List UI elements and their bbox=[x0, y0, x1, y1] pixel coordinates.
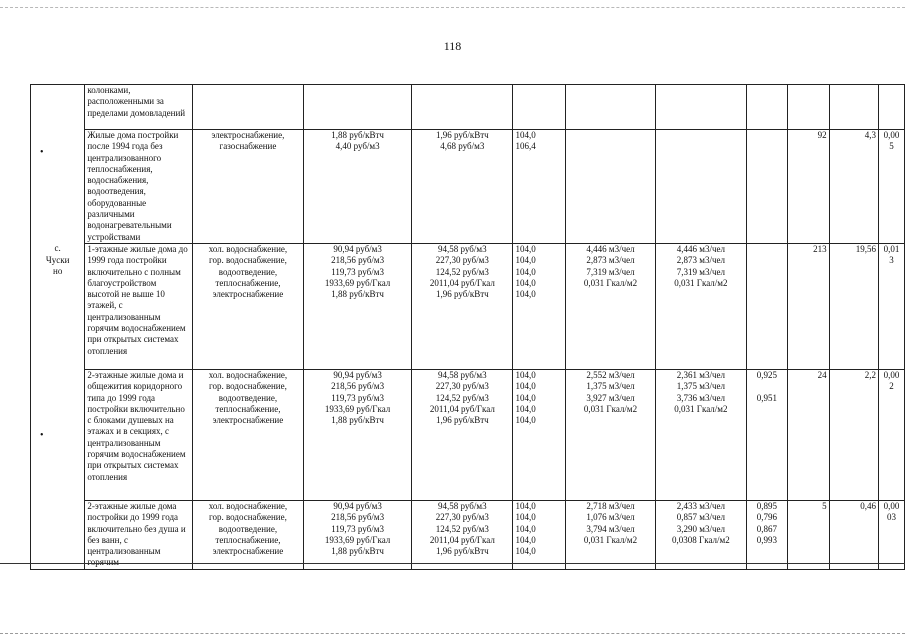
services-cell: хол. водоснабжение, гор. водоснабжение, водоотведение, теплоснабжение, электроснабжение bbox=[192, 500, 303, 569]
index-cell bbox=[513, 85, 565, 130]
area-cell: 19,56 bbox=[829, 243, 878, 369]
coefficient-cell: 0,925 0,951 bbox=[746, 369, 788, 500]
count-cell bbox=[788, 85, 829, 130]
count-cell: 24 bbox=[788, 369, 829, 500]
description-cell: колонками, расположенными за пределами домовладений bbox=[85, 85, 193, 130]
norm-current-cell bbox=[565, 130, 655, 244]
table-row bbox=[31, 369, 905, 500]
tariff-new-cell: 94,58 руб/м3 227,30 руб/м3 124,52 руб/м3 2011,04 руб/Гкал 1,96 руб/кВтч bbox=[412, 369, 513, 500]
area-cell: 4,3 bbox=[829, 130, 878, 244]
index-cell: 104,0 106,4 bbox=[513, 130, 565, 244]
index-cell: 104,0 104,0 104,0 104,0 104,0 bbox=[513, 500, 565, 569]
norm-current-cell: 2,718 м3/чел 1,076 м3/чел 3,794 м3/чел 0,031 Гкал/м2 bbox=[565, 500, 655, 569]
share-cell: 0,00 2 bbox=[879, 369, 905, 500]
settlement-cell: с. Чуски но bbox=[31, 243, 85, 369]
table-row bbox=[31, 243, 905, 369]
index-cell: 104,0 104,0 104,0 104,0 104,0 bbox=[513, 369, 565, 500]
tariff-current-cell: 90,94 руб/м3 218,56 руб/м3 119,73 руб/м3 1933,69 руб/Гкал 1,88 руб/кВтч bbox=[304, 369, 412, 500]
area-cell: 0,46 bbox=[829, 500, 878, 569]
services-cell: хол. водоснабжение, гор. водоснабжение, водоотведение, теплоснабжение, электроснабжение bbox=[192, 243, 303, 369]
coefficient-cell bbox=[746, 130, 788, 244]
table-row bbox=[31, 500, 905, 569]
description-cell: 2-этажные жилые дома и общежития коридорного типа до 1999 года постройки включительно с блоками душевых на этажах и в секциях, с централизованным горячим водоснабжением при открытых системах отопления bbox=[85, 369, 193, 500]
description-cell: 2-этажные жилые дома постройки до 1999 года включительно без душа и без ванн, с централизованным горячим bbox=[85, 500, 193, 569]
share-cell bbox=[879, 85, 905, 130]
norm-new-cell bbox=[656, 85, 746, 130]
coefficient-cell: 0,895 0,796 0,867 0,993 bbox=[746, 500, 788, 569]
norm-new-cell bbox=[656, 130, 746, 244]
services-cell: хол. водоснабжение, гор. водоснабжение, водоотведение, теплоснабжение, электроснабжение bbox=[192, 369, 303, 500]
norm-current-cell: 4,446 м3/чел 2,873 м3/чел 7,319 м3/чел 0,031 Гкал/м2 bbox=[565, 243, 655, 369]
tariff-current-cell bbox=[304, 85, 412, 130]
share-cell: 0,00 5 bbox=[879, 130, 905, 244]
scan-bottom-edge bbox=[0, 633, 905, 634]
norm-current-cell bbox=[565, 85, 655, 130]
coefficient-cell bbox=[746, 243, 788, 369]
coefficient-cell bbox=[746, 85, 788, 130]
page-number: 118 bbox=[443, 39, 462, 53]
description-cell: 1-этажные жилые дома до 1999 года постройки включительно с полным благоустройством высотой не выше 10 этажей, с централизованным горячим водоснабжением при открытых системах отопления bbox=[85, 243, 193, 369]
tariff-new-cell: 94,58 руб/м3 227,30 руб/м3 124,52 руб/м3 2011,04 руб/Гкал 1,96 руб/кВтч bbox=[412, 243, 513, 369]
description-cell: Жилые дома постройки после 1994 года без централизованного теплоснабжения, водоснабжения, водоотведения, оборудованные различными водонагревательными устройствами bbox=[85, 130, 193, 244]
norm-current-cell: 2,552 м3/чел 1,375 м3/чел 3,927 м3/чел 0,031 Гкал/м2 bbox=[565, 369, 655, 500]
page-bottom-rule bbox=[0, 563, 905, 564]
norm-new-cell: 2,361 м3/чел 1,375 м3/чел 3,736 м3/чел 0,031 Гкал/м2 bbox=[656, 369, 746, 500]
area-cell bbox=[829, 85, 878, 130]
count-cell: 5 bbox=[788, 500, 829, 569]
count-cell: 92 bbox=[788, 130, 829, 244]
norm-new-cell: 2,433 м3/чел 0,857 м3/чел 3,290 м3/чел 0,0308 Гкал/м2 bbox=[656, 500, 746, 569]
row-mark: • bbox=[40, 430, 44, 441]
settlement-cell bbox=[31, 130, 85, 244]
settlement-cell bbox=[31, 369, 85, 500]
area-cell: 2,2 bbox=[829, 369, 878, 500]
tariff-current-cell: 90,94 руб/м3 218,56 руб/м3 119,73 руб/м3 1933,69 руб/Гкал 1,88 руб/кВтч bbox=[304, 500, 412, 569]
services-cell bbox=[192, 85, 303, 130]
count-cell: 213 bbox=[788, 243, 829, 369]
tariff-current-cell: 90,94 руб/м3 218,56 руб/м3 119,73 руб/м3 1933,69 руб/Гкал 1,88 руб/кВтч bbox=[304, 243, 412, 369]
settlement-cell bbox=[31, 500, 85, 569]
row-mark: • bbox=[40, 147, 44, 158]
share-cell: 0,00 03 bbox=[879, 500, 905, 569]
settlement-cell bbox=[31, 85, 85, 130]
tariff-new-cell: 94,58 руб/м3 227,30 руб/м3 124,52 руб/м3 2011,04 руб/Гкал 1,96 руб/кВтч bbox=[412, 500, 513, 569]
scan-top-edge bbox=[0, 7, 905, 8]
tariff-table bbox=[30, 84, 905, 570]
norm-new-cell: 4,446 м3/чел 2,873 м3/чел 7,319 м3/чел 0,031 Гкал/м2 bbox=[656, 243, 746, 369]
table-row bbox=[31, 85, 905, 130]
tariff-new-cell: 1,96 руб/кВтч 4,68 руб/м3 bbox=[412, 130, 513, 244]
index-cell: 104,0 104,0 104,0 104,0 104,0 bbox=[513, 243, 565, 369]
tariff-new-cell bbox=[412, 85, 513, 130]
tariff-current-cell: 1,88 руб/кВтч 4,40 руб/м3 bbox=[304, 130, 412, 244]
services-cell: электроснабжение, газоснабжение bbox=[192, 130, 303, 244]
share-cell: 0,01 3 bbox=[879, 243, 905, 369]
table-row bbox=[31, 130, 905, 244]
